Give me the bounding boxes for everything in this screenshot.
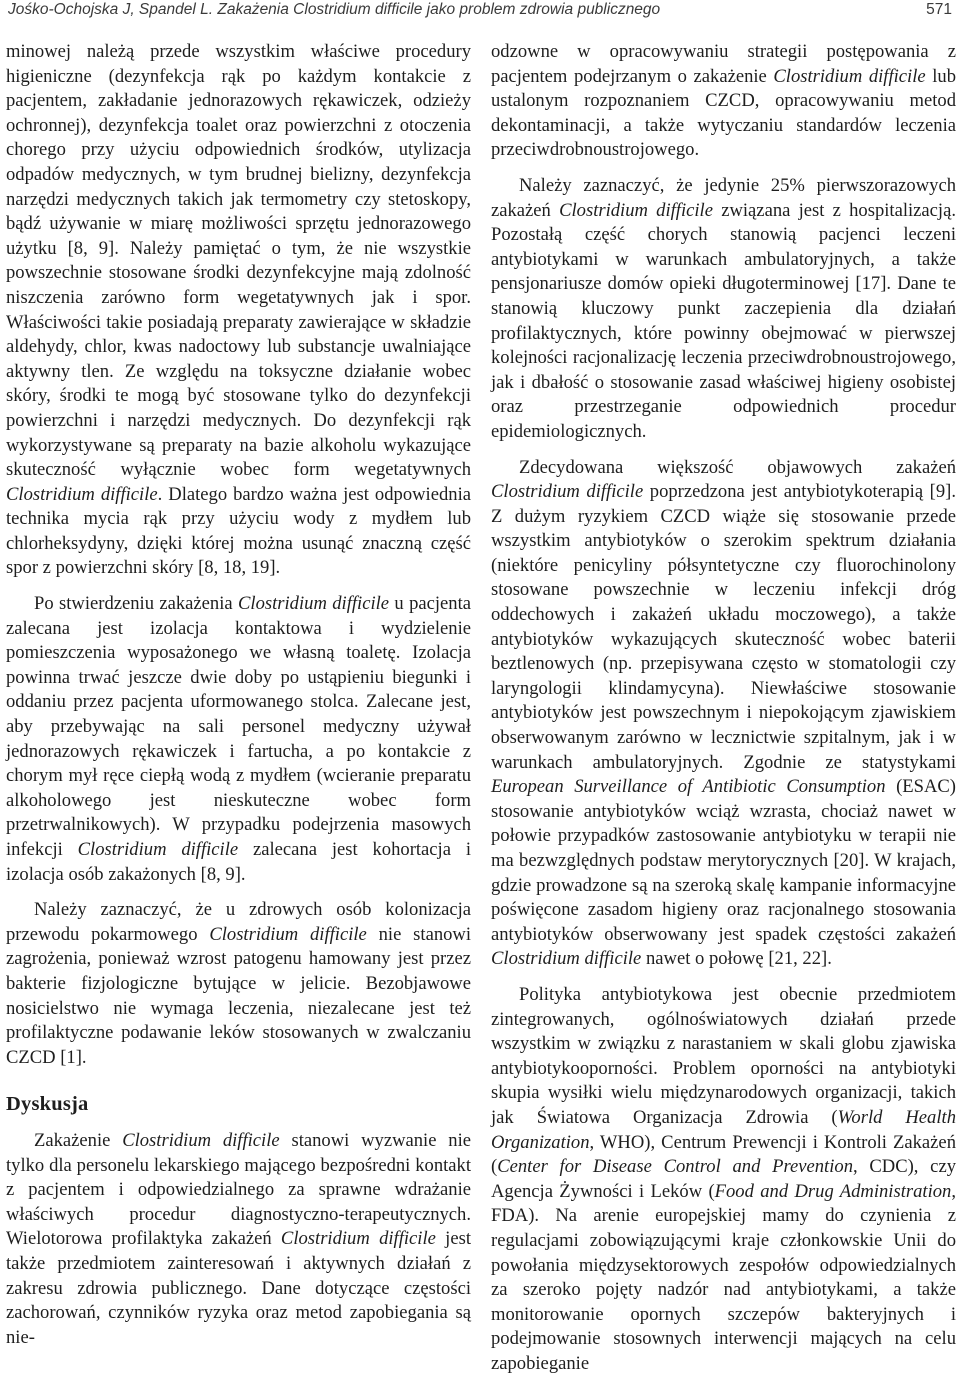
text-run: związana jest z hospitalizacją. Pozostałą część chorych stanowią pacjenci leczeni antybiotykami w warunkach ambulatoryjnych, a także pensjonariusze domów opieki długoterminowej [17]. Dane te stanowią kluczowy punkt zaczepienia dla działań profilaktycznych, które powinny obejmować w pierwszej kolejności racjonalizację leczenia przeciwdrobnoustrojowego, jak i dbałość o stosowanie zasad właściwej higieny osobistej oraz przestrzeganie odpowiednich procedur epidemiologicznych. (491, 199, 956, 442)
text-run: (ESAC) stosowanie antybiotyków wciąż wzrasta, chociaż nawet w połowie przypadków zastosowanie antybiotyku w terapii nie ma bezwzględnych podstaw merytorycznych [20]. W krajach, gdzie prowadzone są na szeroką skalę kampanie informacyjne poświęcone zasadom higieny oraz racjonalnego stosowania antybiotyków obserwowany jest spadek częstości zakażeń (491, 776, 957, 945)
text-run: Zakażenie (34, 1129, 123, 1151)
text-run: stanowi wyzwanie nie tylko dla personelu lekarskiego mającego bezpośredni kontakt z pacjentem i odpowiedzialnego za sprawne wdrażanie właściwych procedur diagnostyczno-terapeutycznych. Wielotorowa profilaktyka zakażeń (6, 1129, 471, 1250)
italic-term: European Surveillance of Antibiotic Consumption (491, 776, 886, 798)
right-column (491, 40, 956, 1376)
italic-term: Clostridium difficile (77, 839, 239, 860)
text-run: nawet o połowę [21, 22]. (641, 948, 832, 970)
text-run: Polityka antybiotykowa jest obecnie przedmiotem zintegrowanych, ogólnoświatowych działań przede wszystkim w związku z narastaniem w skali globu zjawiska antybiotykooporności. Problem oporności na antybiotyki skupia wysiłki wielu międzynarodowych organizacji, takich jak Światowa Organizacja Zdrowia ( (491, 983, 956, 1128)
italic-term: Center for Disease Control and Prevention (497, 1156, 853, 1178)
italic-term: Clostridium difficile (491, 948, 642, 970)
text-run: minowej należą przede wszystkim właściwe procedury higieniczne (dezynfekcja rąk po każdym kontakcie z pacjentem, zakładanie jednorazowych rękawiczek, odzieży ochronnej), dezynfekcja toalet oraz powierzchni z otoczenia chorego przy użyciu odpowiednich środków, utylizacja odpadów medycznych, w tym brudnej bielizny, dezynfekcja narzędzi medycznych takich jak termometry czy stetoskopy, bądź używanie w miarę możliwości sprzętu jednorazowego użytku [8, 9]. Należy pamiętać o tym, że nie wszystkie powszechnie stosowane środki dezynfekcyjne mają zdolność niszczenia zarówno form wegetatywnych jak i spor. Właściwości takie posiadają preparaty zawierające w składzie aldehydy, chlor, kwas nadoctowy lub substancje uwalniające aktywny tlen. Ze względu na toksyczne działanie wobec skóry, środki te mogą być stosowane tylko do dezynfekcji powierzchni i narzędzi medycznych. Do dezynfekcji rąk wykorzystywane są preparaty na bazie alkoholu wykazujące skuteczność wyłącznie wobec form wegetatywnych (6, 41, 471, 481)
text-run: Należy zaznaczyć, że u zdrowych osób kolonizacja przewodu pokarmowego (6, 899, 471, 945)
text-run: odzowne w opracowywaniu strategii postępowania z pacjentem podejrzanym o zakażenie (491, 41, 956, 87)
text-run: jest także przedmiotem zainteresowań i aktywnych działań z zakresu zdrowia publicznego. Dane dotyczące częstości zachorowań, czynników ryzyka oraz metod zapobiegania są nie- (6, 1228, 471, 1348)
paragraph-discussion-intro (6, 1129, 471, 1350)
page-number: 571 (926, 1, 952, 18)
text-run: Po stwierdzeniu zakażenia (34, 593, 239, 615)
italic-term: Clostridium difficile (280, 1228, 436, 1250)
text-run: , WHO), Centrum Prewencji i Kontroli Zakażeń ( (491, 1131, 956, 1178)
text-run: Zdecydowana większość objawowych zakażeń (519, 456, 956, 478)
italic-term: Clostridium difficile (559, 199, 713, 221)
text-run: nie stanowi zagrożenia, ponieważ wzrost patogenu hamowany jest przez bakterie fizjologiczne bytujące w jelicie. Bezobjawowe nosicielstwo nie wymaga leczenia, niezalecane jest też profilaktyczne podawanie leków stosowanych w zwalczaniu CZCD [1]. (6, 923, 472, 1068)
italic-term: World Health Organization (491, 1106, 956, 1153)
italic-term: Clostridium difficile (773, 65, 926, 87)
italic-term: Clostridium difficile (491, 481, 644, 503)
running-title: Jośko-Ochojska J, Spandel L. Zakażenia Clostridium difficile jako problem zdrowia publicznego (8, 1, 661, 18)
text-run: lub ustalonym rozpoznaniem CZCD, opracowywaniu metod dekontaminacji, a także wytyczaniu standardów leczenia przeciwdrobnoustrojowego. (491, 65, 956, 161)
paragraph-hospitalization (491, 174, 956, 445)
text-run: , FDA). Na arenie europejskiej mamy do czynienia z regulacjami zobowiązującymi kraje członkowskie Unii do powołania międzysektorowych zespołów odpowiedzialnych za szeroko pojęty nadzór nad antybiotykami, a także monitorowanie opornych szczepów bakteryjnych i podejmowanie stosownych interwencji mających na celu zapobieganie (491, 1180, 956, 1374)
text-run: . Dlatego bardzo ważna jest odpowiednia technika mycia rąk przy użyciu wody z mydłem lub chlorheksydyny, dzięki której można usunąć znaczną część spor z powierzchni skóry [8, 18, 19]. (6, 483, 471, 579)
paragraph-isolation (6, 592, 471, 887)
text-run: Należy zaznaczyć, że jedynie 25% pierwszorazowych zakażeń (491, 174, 956, 221)
left-column (6, 40, 471, 1350)
italic-term: Clostridium difficile (6, 483, 158, 505)
italic-term: Clostridium difficile (122, 1129, 280, 1151)
running-header (8, 0, 952, 26)
text-run: , CDC), czy Agencja Żywności i Leków ( (491, 1156, 956, 1202)
text-run: zalecana jest kohortacja i izolacja osób zakażonych [8, 9]. (6, 839, 471, 885)
italic-term: Food and Drug Administration (714, 1180, 952, 1202)
section-heading-dyskusja: Dyskusja (6, 1093, 89, 1116)
text-run: poprzedzona jest antybiotykoterapią [9]. Z dużym ryzykiem CZCD wiąże się stosowanie przede wszystkim antybiotyków o szerokim spektrum działania (niektóre penicyliny półsyntetyczne czy fluorochinolony stosowane powszechnie w leczeniu infekcji dróg oddechowych i zakażeń układu moczowego), a także antybiotyków wykazujących skuteczność wobec baterii beztlenowych (np. przepisywana często w stomatologii czy laryngologii klindamycyna). Niewłaściwe stosowanie antybiotyków jest powszechnym i niepokojącym zjawiskiem obserwowanym zarówno w lecznictwie szpitalnym, jak i w warunkach ambulatoryjnych. Zgodnie ze statystykami (491, 481, 956, 773)
paragraph-antibiotic-therapy (491, 456, 956, 972)
paragraph-colonization (6, 898, 471, 1070)
text-run: u pacjenta zalecana jest izolacja kontaktowa i wydzielenie pomieszczenia wyposażonego we własną toaletę. Izolacja powinna trwać jeszcze dwie doby po ustąpieniu biegunki i oddaniu przez pacjenta uformowanego stolca. Zalecane jest, aby przebywając na sali personel medyczny używał jednorazowych rękawiczek i fartucha, a po kontakcie z chorym mył ręce ciepłą wodą z mydłem (wcieranie preparatu alkoholowego jest nieskuteczne wobec form przetrwalnikowych). W przypadku podejrzenia masowych infekcji (6, 593, 472, 860)
italic-term: Clostridium difficile (209, 923, 367, 945)
paragraph-strategy (491, 40, 956, 163)
paragraph-hygiene-procedures (6, 40, 471, 581)
italic-term: Clostridium difficile (238, 593, 390, 615)
paragraph-antibiotic-policy (491, 983, 956, 1377)
